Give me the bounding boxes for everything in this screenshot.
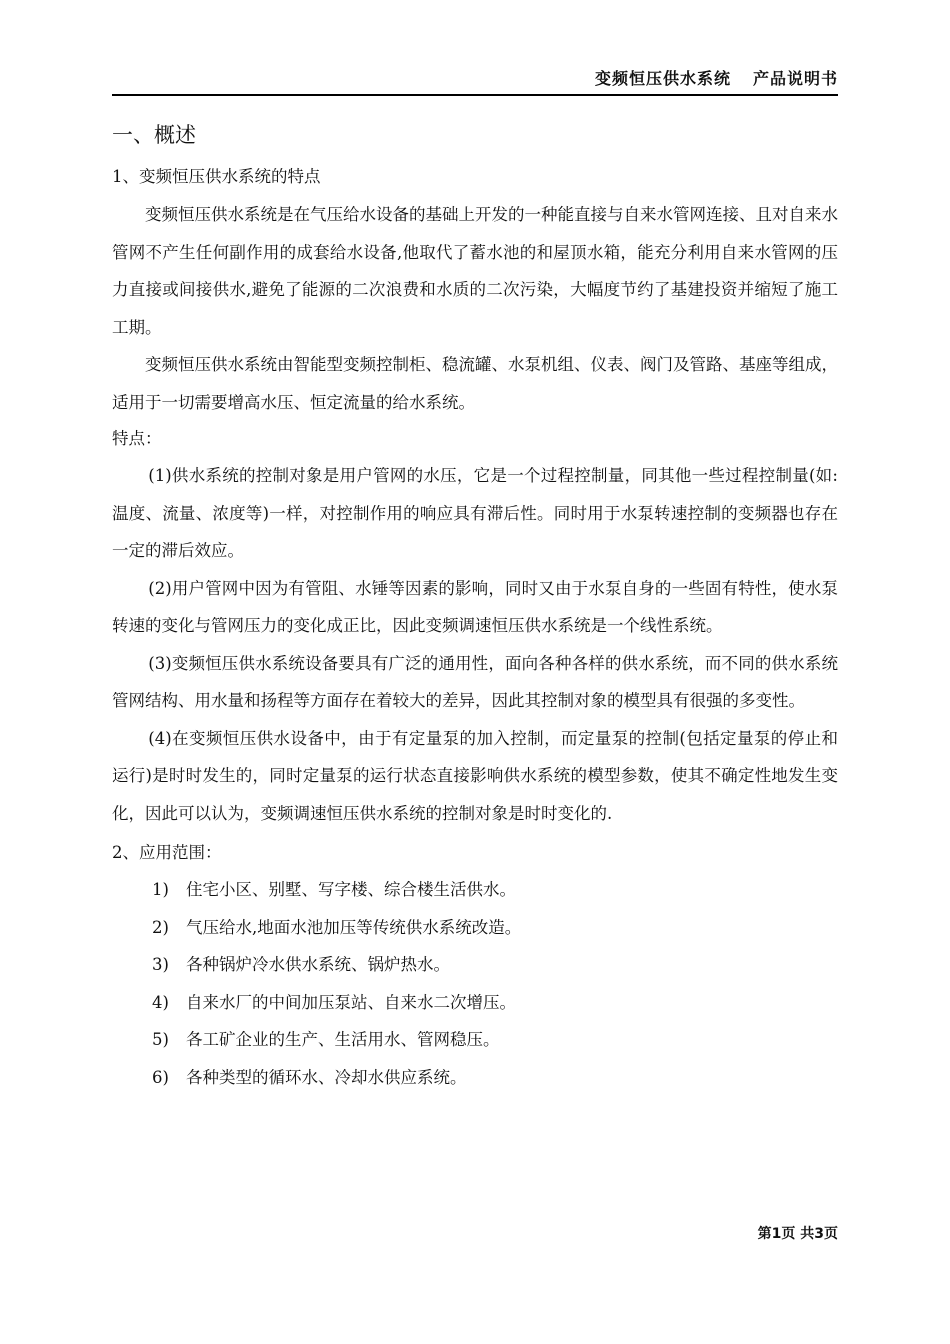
- application-number: 2): [152, 917, 169, 937]
- application-item: [112, 946, 838, 984]
- application-text: 各种锅炉冷水供水系统、锅炉热水。: [186, 955, 450, 975]
- application-number: 6): [152, 1067, 169, 1087]
- header-subtitle: 产品说明书: [752, 69, 838, 88]
- application-number: 5): [152, 1030, 169, 1050]
- composition-paragraph: 变频恒压供水系统由智能型变频控制柜、稳流罐、水泵机组、仪表、阀门及管路、基座等组成，适用于一切需要增高水压、恒定流量的给水系统。: [112, 355, 838, 412]
- application-text: 气压给水,地面水池加压等传统供水系统改造。: [186, 917, 522, 937]
- applications-list: [112, 871, 838, 1097]
- page-header: [112, 66, 838, 88]
- application-text: 各种类型的循环水、冷却水供应系统。: [186, 1067, 467, 1087]
- feature-item: (3)变频恒压供水系统设备要具有广泛的通用性，面向各种各样的供水系统，而不同的供水系统管网结构、用水量和扬程等方面存在着较大的差异，因此其控制对象的模型具有很强的多变性。: [112, 653, 838, 710]
- application-item: [112, 871, 838, 909]
- header-title: 变频恒压供水系统: [594, 69, 731, 88]
- features-label: 特点：: [112, 429, 162, 448]
- features-heading: 1、变频恒压供水系统的特点: [112, 167, 321, 186]
- intro-paragraph: 变频恒压供水系统是在气压给水设备的基础上开发的一种能直接与自来水管网连接、且对自来水管网不产生任何副作用的成套给水设备,他取代了蓄水池的和屋顶水箱，能充分利用自来水管网的压力直接或间接供水,避免了能源的二次浪费和水质的二次污染，大幅度节约了基建投资并缩短了施工工期。: [112, 205, 838, 337]
- application-item: [112, 1059, 838, 1097]
- application-number: 3): [152, 955, 169, 975]
- feature-item: (2)用户管网中因为有管阻、水锤等因素的影响，同时又由于水泵自身的一些固有特性，使水泵转速的变化与管网压力的变化成正比，因此变频调速恒压供水系统是一个线性系统。: [112, 578, 838, 635]
- document-body: [112, 118, 838, 1097]
- header-divider: [112, 94, 838, 96]
- application-number: 4): [152, 992, 169, 1012]
- application-text: 各工矿企业的生产、生活用水、管网稳压。: [186, 1030, 500, 1050]
- application-item: [112, 1021, 838, 1059]
- section-title: 一、概述: [112, 123, 196, 147]
- application-number: 1): [152, 880, 169, 899]
- application-item: [112, 984, 838, 1022]
- application-item: [112, 909, 838, 947]
- feature-item: (1)供水系统的控制对象是用户管网的水压，它是一个过程控制量，同其他一些过程控制量(如:温度、流量、浓度等)一样，对控制作用的响应具有滞后性。同时用于水泵转速控制的变频器也存在一定的滞后效应。: [112, 466, 838, 560]
- feature-item: (4)在变频恒压供水设备中，由于有定量泵的加入控制，而定量泵的控制(包括定量泵的停止和运行)是时时发生的，同时定量泵的运行状态直接影响供水系统的模型参数，使其不确定性地发生变化，因此可以认为，变频调速恒压供水系统的控制对象是时时变化的.: [112, 728, 838, 823]
- application-text: 自来水厂的中间加压泵站、自来水二次增压。: [186, 992, 516, 1012]
- page-footer: 第1页 共3页: [757, 1226, 838, 1242]
- application-text: 住宅小区、别墅、写字楼、综合楼生活供水。: [186, 880, 516, 899]
- applications-heading: 2、应用范围：: [112, 843, 222, 862]
